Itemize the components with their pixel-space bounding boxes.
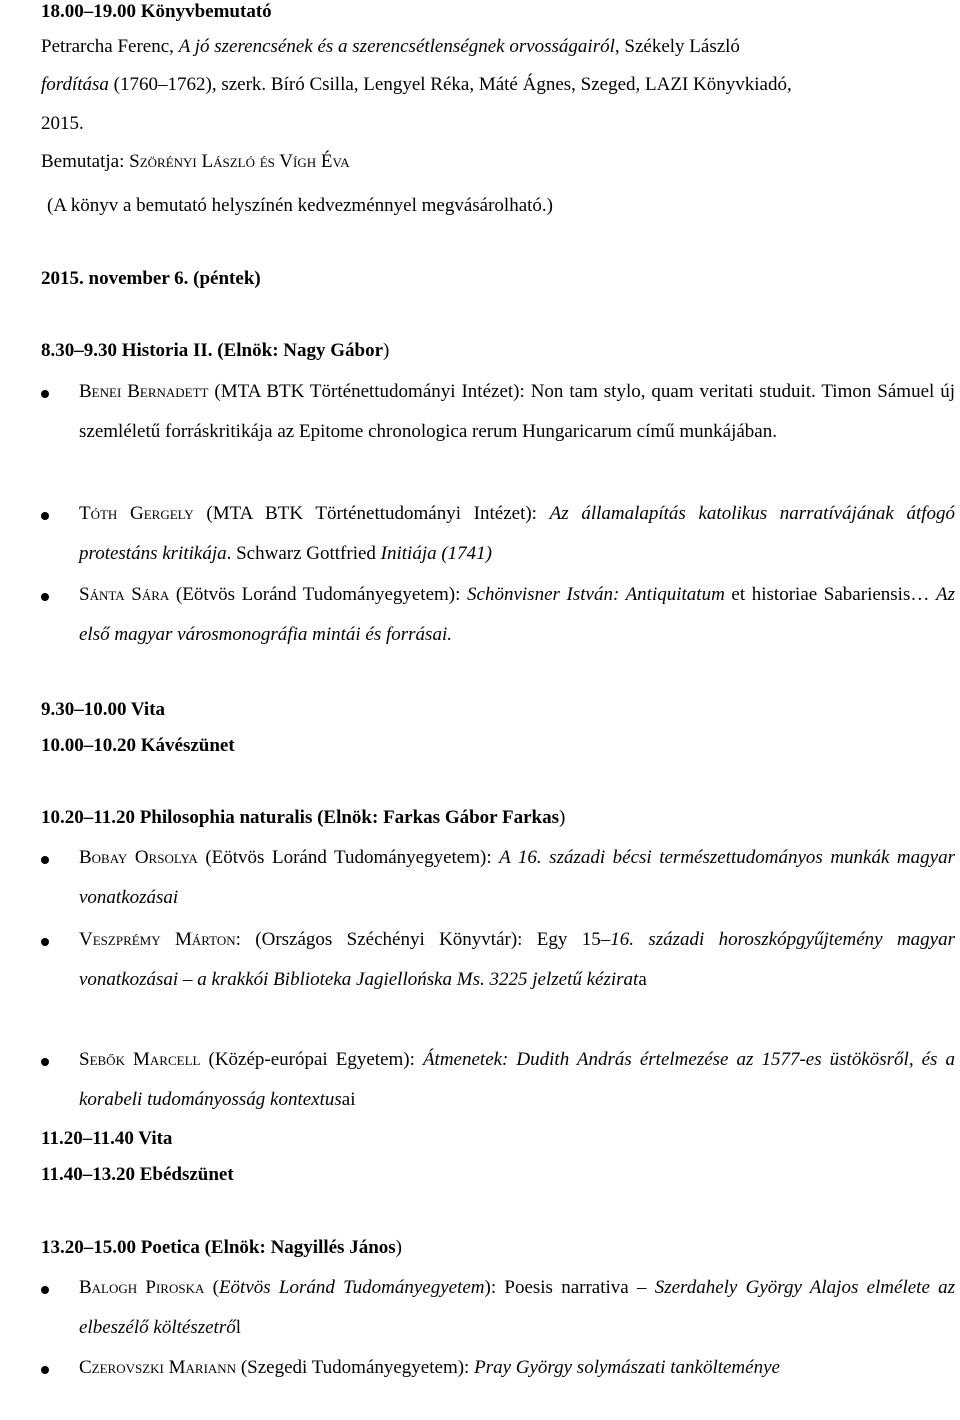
bullet-icon xyxy=(41,512,49,520)
speaker-name: Veszprémy Márton xyxy=(79,929,236,950)
text: ai xyxy=(341,1089,356,1110)
text: 10.20–11.20 Philosophia naturalis (Elnök: Farkas Gábor Farkas xyxy=(41,807,560,828)
text: ) xyxy=(383,340,390,361)
talk-title: 16. századi horoszkópgyűjtemény magyar vonatkozásai – a krakkói Biblioteka Jagiellońska Ms. 3225 jelzetű kézirat xyxy=(79,929,956,990)
item-text xyxy=(79,575,955,655)
text: (Eötvös Loránd Tudományegyetem): xyxy=(197,847,500,868)
text: Bemutatja: xyxy=(41,151,130,172)
talk-title: Az államalapítás katolikus narratívájának átfogó protestáns kritikája xyxy=(79,503,956,564)
text: ): Poesis narrativa – xyxy=(484,1277,655,1298)
text: fordítása xyxy=(41,74,109,95)
bullet-icon xyxy=(41,390,49,398)
book-line-2 xyxy=(41,73,792,97)
text: (MTA BTK Történettudományi Intézet): xyxy=(193,503,550,524)
lunch-break: 11.40–13.20 Ebédszünet xyxy=(41,1164,234,1185)
text: . Schwarz Gottfried xyxy=(226,543,381,564)
text: 13.20–15.00 Poetica (Elnök: Nagyillés János xyxy=(41,1237,396,1258)
speaker-name: Sánta Sára xyxy=(79,584,170,605)
bullet-icon xyxy=(41,1366,49,1374)
bullet-icon xyxy=(41,856,49,864)
book-line-3: 2015. xyxy=(41,113,84,134)
talk-title: Schönvisner István: Antiquitatum xyxy=(467,584,725,605)
speaker-name: Sebők Marcell xyxy=(79,1049,201,1070)
item-text xyxy=(79,1348,955,1388)
text: (Közép-európai Egyetem): xyxy=(200,1049,423,1070)
vita-1: 9.30–10.00 Vita xyxy=(41,699,166,720)
speaker-name: Czerovszki Mariann xyxy=(79,1357,237,1378)
text: (Eötvös Loránd Tudományegyetem): xyxy=(169,584,468,605)
text: et historiae Sabariensis… xyxy=(724,584,936,605)
item-text xyxy=(79,838,955,918)
text: 8.30–9.30 Historia II. (Elnök: Nagy Gábor xyxy=(41,340,384,361)
bullet-icon xyxy=(41,593,49,601)
session2-heading xyxy=(41,806,565,830)
text: (Szegedi Tudományegyetem): xyxy=(236,1357,475,1378)
session3-heading xyxy=(41,1236,402,1260)
text: ) xyxy=(395,1237,402,1258)
text: e xyxy=(771,1357,780,1378)
text: (MTA BTK Történettudományi Intézet): Non tam stylo, quam veritati studuit. Timon Sámuel új szemléletű forráskritikája az Epitome chronologica rerum Hungaricarum című munkájában. xyxy=(79,381,956,442)
coffee-break: 10.00–10.20 Kávészünet xyxy=(41,735,235,756)
presenters-line xyxy=(41,150,350,174)
item-text xyxy=(79,494,955,574)
book-title: A jó szerencsének és a szerencsétlenségnek orvosságairól xyxy=(178,36,615,57)
speaker-name: Bobay Orsolya xyxy=(79,847,198,868)
talk-title: Pray György solymászati tanköltemény xyxy=(474,1357,772,1378)
book-line-1 xyxy=(41,35,740,59)
speaker-name: Tóth Gergely xyxy=(79,503,194,524)
item-text xyxy=(79,1268,955,1348)
text: (1760–1762), szerk. Bíró Csilla, Lengyel Réka, Máté Ágnes, Szeged, LAZI Könyvkiadó, xyxy=(108,74,792,95)
bullet-icon xyxy=(41,1286,49,1294)
item-text xyxy=(79,920,955,1000)
talk-title: Initiája (1741) xyxy=(380,543,493,564)
talk-title: Szerdahely György Alajos elmélete az elbeszélő költészetrő xyxy=(79,1277,956,1338)
bullet-icon xyxy=(41,938,49,946)
text: : (Országos Széchényi Könyvtár): Egy 15– xyxy=(235,929,611,950)
text: ( xyxy=(204,1277,219,1298)
talk-title: Az első magyar városmonográfia mintái és forrásai. xyxy=(79,584,955,645)
item-text xyxy=(79,1040,955,1120)
text: a xyxy=(638,969,647,990)
vita-2: 11.20–11.40 Vita xyxy=(41,1128,173,1149)
text: Petrarcha Ferenc, xyxy=(41,36,179,57)
presenter-names: Szörényi László és Vígh Éva xyxy=(129,151,350,172)
speaker-name: Benei Bernadett xyxy=(79,381,209,402)
speaker-name: Balogh Piroska xyxy=(79,1277,205,1298)
affiliation: Eötvös Loránd Tudományegyetem xyxy=(218,1277,485,1298)
talk-title: A 16. századi bécsi természettudományos munkák magyar vonatkozásai xyxy=(79,847,955,908)
text: , Székely László xyxy=(614,36,740,57)
item-text xyxy=(79,372,955,452)
text: ) xyxy=(559,807,566,828)
date-heading: 2015. november 6. (péntek) xyxy=(41,268,261,289)
purchase-note: (A könyv a bemutató helyszínén kedvezménnyel megvásárolható.) xyxy=(47,195,553,216)
book-presentation-heading: 18.00–19.00 Könyvbemutató xyxy=(41,1,272,22)
text: l xyxy=(235,1317,241,1338)
talk-title: Átmenetek: Dudith András értelmezése az 1577-es üstökösről, és a korabeli tudományosság kontextus xyxy=(79,1049,955,1110)
session1-heading xyxy=(41,339,389,363)
bullet-icon xyxy=(41,1058,49,1066)
